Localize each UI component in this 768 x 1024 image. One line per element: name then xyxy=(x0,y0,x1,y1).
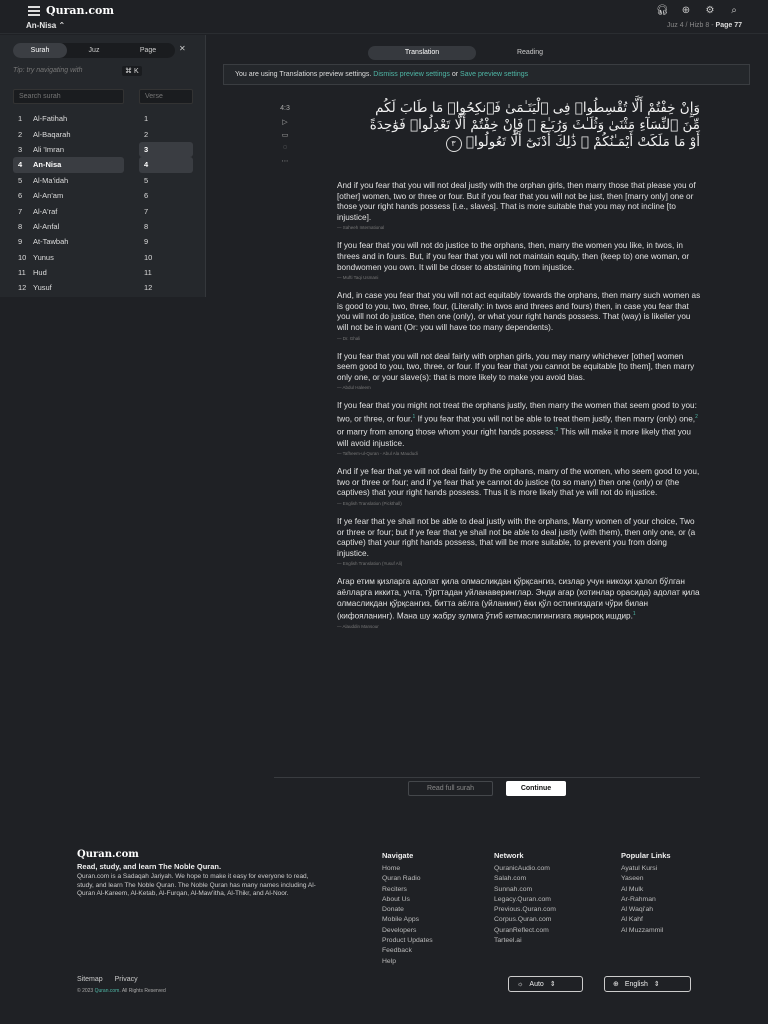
footer-bottom-links xyxy=(77,976,148,983)
sidebar-item-verse[interactable]: 7 xyxy=(144,206,149,216)
footer-link[interactable]: Ar-Rahman xyxy=(621,895,656,903)
footer-column-title: Popular Links xyxy=(621,851,671,860)
footer-link[interactable]: Quran Radio xyxy=(382,875,421,883)
sidebar-item-surah[interactable] xyxy=(13,111,124,126)
sidebar-item-verse[interactable]: 6 xyxy=(144,191,149,201)
tab-surah[interactable]: Surah xyxy=(13,43,67,58)
translation-text: If ye fear that ye shall not be able to deal justly with the orphans, Marry women of your choice, Two or three or four; but if ye fear that ye shall not be able to deal justly (with them), then only one, or (a captive) that your right hands possess, that will be more suitable, to prevent you from doing injustice. xyxy=(337,516,696,558)
translation-text: And if you fear that you will not deal justly with the orphan girls, then marry those that please you of [other] women, two or three or four. But if you fear that you will not be just, then [marry only] one or those your right hands possess [i.e., slaves]. That is more suitable that you may not incline [to injustice]. xyxy=(337,181,696,222)
search-icon[interactable]: ⌕ xyxy=(731,5,737,16)
arabic-verse xyxy=(300,100,700,152)
juz-page-info xyxy=(667,22,742,29)
sidebar-item-verse[interactable]: 1 xyxy=(144,114,149,124)
reflect-icon[interactable]: ◌ xyxy=(282,144,288,151)
footer-link[interactable]: Al Kahf xyxy=(621,916,643,924)
translation-block xyxy=(337,352,701,391)
sidebar-item-verse[interactable]: 2 xyxy=(144,129,149,139)
surah-name: Yusuf xyxy=(33,283,52,293)
sidebar-tabs xyxy=(13,43,175,58)
footer-logo[interactable]: Quran.com xyxy=(77,849,139,860)
footer-link[interactable]: Previous.Quran.com xyxy=(494,906,556,914)
sidebar-item-verse[interactable]: 9 xyxy=(144,237,149,247)
footer-column-title: Network xyxy=(494,851,524,860)
footer-network xyxy=(494,851,556,946)
translation-block xyxy=(337,467,701,506)
juz-label: Juz 4 / Hizb 8 xyxy=(666,22,710,29)
footer-link[interactable]: Tarteel.ai xyxy=(494,937,522,945)
navigation-tip: Tip: try navigating with xyxy=(13,67,83,74)
search-verse-input[interactable] xyxy=(139,89,193,104)
gear-icon[interactable]: ⚙ xyxy=(705,5,715,16)
translation-text: If you fear that you will not do justice to the orphans, then, marry the women you like, in twos, in threes and in fours. But, if you fear that you will not maintain equity, then (keep to) one woman, or bondwomen you own. It will be closer to abstaining from injustice. xyxy=(337,241,690,272)
tab-translation[interactable]: Translation xyxy=(368,46,476,60)
page-label: Page 77 xyxy=(715,22,742,29)
translation-fragment: If you fear that you will not be able to treat them justly, then marry (only) one, xyxy=(415,414,696,424)
more-icon[interactable]: ⋯ xyxy=(281,158,289,165)
sidebar-item-surah[interactable] xyxy=(13,219,124,234)
translation-source: — English Translation (Yusuf Ali) xyxy=(337,561,403,567)
privacy-link[interactable]: Privacy xyxy=(114,976,138,983)
copyright-link[interactable]: Quran.com xyxy=(94,988,120,994)
language-value: English xyxy=(624,980,648,988)
dismiss-preview-link[interactable]: Dismiss preview settings xyxy=(373,71,450,78)
translation-block xyxy=(337,401,701,456)
footer-link[interactable]: Ayatul Kursi xyxy=(621,865,658,872)
sidebar-item-surah[interactable] xyxy=(13,280,124,295)
footer-link[interactable]: Legacy.Quran.com xyxy=(494,895,551,903)
footer-tagline: Read, study, and learn The Noble Quran. xyxy=(77,862,222,871)
surah-name: Ali 'Imran xyxy=(33,144,65,154)
translation-text: If you fear that you will not deal fairly with orphan girls, you may marry whichever [other] women seem good to you, two, three, or four. If you fear that you cannot be equitable [to them], then marry only one, or your slave(s): that is more likely to make you avoid bias. xyxy=(337,351,695,382)
chapter-name: An-Nisa xyxy=(26,21,57,30)
read-full-surah-button[interactable]: Read full surah xyxy=(408,781,493,796)
translation-fragment: or marry from among those whom your right hands possess. xyxy=(337,427,556,437)
surah-number: 5 xyxy=(18,175,23,185)
shortcut-hint: ⌘ K xyxy=(122,66,142,76)
verse-list xyxy=(139,111,193,296)
footnote-marker[interactable]: 2 xyxy=(695,413,698,420)
footer-link[interactable]: Developers xyxy=(382,926,417,934)
globe-icon: ⊕ xyxy=(613,981,619,988)
surah-name: Hud xyxy=(33,268,47,278)
sidebar-item-verse[interactable]: 12 xyxy=(144,283,153,293)
sidebar-item-surah[interactable] xyxy=(13,265,124,280)
sidebar-item-verse[interactable]: 8 xyxy=(144,221,149,231)
footer-link[interactable]: Mobile Apps xyxy=(382,916,420,924)
translation-text xyxy=(337,577,701,622)
chapter-selector[interactable] xyxy=(26,21,65,30)
surah-number: 12 xyxy=(18,283,27,293)
translation-block xyxy=(337,577,701,629)
surah-name: Al-Anfal xyxy=(33,221,60,231)
footer-popular xyxy=(621,851,671,936)
top-navbar xyxy=(0,0,768,34)
arabic-line: مِّنَ ٱلنِّسَآءِ مَثْنَىٰ وَثُلَـٰثَ وَرُبَـٰعَ ۖ فَإِنْ خِفْتُمْ أَلَّا تَعْدِلُوا۟ فَوَٰحِدَةً xyxy=(369,117,700,133)
chevron-up-icon: ⌃ xyxy=(58,21,66,30)
ayah-number-badge: ٣ xyxy=(446,136,462,152)
continue-button[interactable]: Continue xyxy=(506,781,566,796)
tab-juz[interactable]: Juz xyxy=(88,47,100,54)
banner-text: You are using Translations preview settings. xyxy=(235,71,372,78)
copyright: © 2023 Quran.com. All Rights Reserved xyxy=(77,988,166,994)
translation-source: — Saheeh International xyxy=(337,225,385,231)
tab-page[interactable]: Page xyxy=(139,47,157,54)
translation-fragment: Агар етим қизларга адолат қила олмасликдан қўрқсангиз, сизлар учун никоҳи ҳалол бўлган аёлларга иккита, учта, тўрттадан уйланаверинглар. Энди агар (хотинлар орасида) адолат қила олмасликдан қўрқсангиз, битта аёлга (уйланинг) ёки қўл остингиздаги чўри билан (кифояланинг). Мана шу жабру зулмга ўтиб кетмаслигингизга яқинроқ ишдир. xyxy=(337,577,700,621)
footer-link[interactable]: QuranReflect.com xyxy=(494,926,549,934)
theme-selector[interactable] xyxy=(508,976,583,992)
surah-number: 8 xyxy=(18,221,23,231)
translation-source: — Abdul Haleem xyxy=(337,385,371,391)
sidebar-item-surah[interactable] xyxy=(13,188,124,203)
sidebar-item-verse[interactable]: 3 xyxy=(139,142,193,157)
sidebar-item-surah[interactable] xyxy=(13,203,124,218)
logo[interactable]: Quran.com xyxy=(46,4,115,17)
sidebar-item-surah[interactable] xyxy=(13,234,124,249)
footer-link[interactable]: Feedback xyxy=(382,947,412,955)
save-preview-link[interactable]: Save preview settings xyxy=(460,71,529,78)
surah-name: Al-An'am xyxy=(33,191,64,201)
surah-name: Al-Baqarah xyxy=(33,129,71,139)
footer-link[interactable]: Product Updates xyxy=(382,937,433,945)
translation-block xyxy=(337,517,701,566)
reading-mode-tabs xyxy=(368,46,584,60)
translation-text: And, in case you fear that you will not act equitably towards the orphans, then marry such women as is good to you, two, three, four, (Literally: in twos and threes and fours) then, in case you fear that you will not do justice, then one (only), or what your right hands possess. That (way) is likelier you will not be in want (Or: you will have too many dependents). xyxy=(337,291,701,332)
divider xyxy=(274,777,700,778)
surah-name: An-Nisa xyxy=(33,160,62,170)
translation-block xyxy=(337,181,701,230)
tab-reading[interactable]: Reading xyxy=(516,49,544,56)
surah-name: Al-Fatihah xyxy=(33,114,68,124)
footer-link[interactable]: Corpus.Quran.com xyxy=(494,916,552,924)
translation-source: — Tafheem-ul-Quran - Abul Ala Maududi xyxy=(337,451,418,457)
footer-link[interactable]: Reciters xyxy=(382,885,407,893)
arabic-line: أَوْ مَا مَلَكَتْ أَيْمَـٰنُكُمْ ۚ ذَٰلِكَ أَدْنَىٰٓ أَلَّا تَعُولُوا۟ ٣ xyxy=(300,134,700,152)
preview-banner xyxy=(223,64,750,85)
sitemap-link[interactable]: Sitemap xyxy=(77,976,103,983)
surah-number: 11 xyxy=(18,268,26,278)
sidebar-item-surah[interactable] xyxy=(13,142,124,157)
footnote-marker[interactable]: 1 xyxy=(632,611,636,618)
headphones-icon[interactable]: 🎧︎ xyxy=(656,5,669,16)
surah-number: 7 xyxy=(18,206,23,216)
play-icon[interactable]: ▷ xyxy=(282,119,288,126)
footer-link[interactable]: Al Waqi'ah xyxy=(621,906,654,914)
translation-source: — Alauddin Mansour xyxy=(337,624,379,630)
surah-number: 2 xyxy=(18,129,23,139)
translations-list xyxy=(337,181,701,640)
language-selector[interactable] xyxy=(604,976,691,992)
footer-link[interactable]: QuranicAudio.com xyxy=(494,865,550,872)
surah-number: 6 xyxy=(18,191,23,201)
sidebar-item-verse[interactable]: 10 xyxy=(144,252,153,262)
theme-value: Auto xyxy=(529,980,544,988)
translation-source: — Dr. Ghali xyxy=(337,335,361,341)
surah-name: Al-A'raf xyxy=(33,206,58,216)
tafsir-icon[interactable]: ▭ xyxy=(281,132,289,139)
translation-block xyxy=(337,241,701,280)
navigation-sidebar xyxy=(0,35,206,297)
chevron-updown-icon: ⇕ xyxy=(653,981,660,988)
footer xyxy=(0,838,768,1024)
footer-link[interactable]: Al Muzzammil xyxy=(621,926,664,934)
translation-source: — Mufti Taqi Usmani xyxy=(337,275,379,281)
footer-link[interactable]: Salah.com xyxy=(494,875,527,883)
search-surah-input[interactable] xyxy=(13,89,124,104)
sidebar-item-verse[interactable]: 5 xyxy=(144,175,149,185)
sidebar-item-surah[interactable] xyxy=(13,126,124,141)
footer-link[interactable]: Sunnah.com xyxy=(494,885,533,893)
surah-name: Yunus xyxy=(33,252,54,262)
surah-number: 4 xyxy=(18,160,23,170)
footnote-marker[interactable]: 1 xyxy=(412,413,416,420)
sidebar-item-surah[interactable] xyxy=(13,250,124,265)
arabic-line: وَإِنْ خِفْتُمْ أَلَّا تُقْسِطُوا۟ فِى ٱلْيَتَـٰمَىٰ فَٱنكِحُوا۟ مَا طَابَ لَكُم xyxy=(375,100,700,116)
banner-or: or xyxy=(449,71,461,78)
surah-number: 3 xyxy=(18,144,23,154)
surah-name: Al-Ma'idah xyxy=(33,175,69,185)
close-icon[interactable]: ✕ xyxy=(179,44,186,53)
sun-icon: ☼ xyxy=(517,980,524,988)
sidebar-item-verse[interactable]: 11 xyxy=(144,268,152,278)
surah-number: 9 xyxy=(18,237,23,247)
separator: - xyxy=(709,22,716,29)
footer-link[interactable]: Help xyxy=(382,957,396,965)
footer-link[interactable]: Yaseen xyxy=(621,875,644,883)
sidebar-item-surah[interactable] xyxy=(13,157,124,172)
footer-navigate xyxy=(382,851,433,967)
surah-name: At-Tawbah xyxy=(33,237,69,247)
surah-list xyxy=(13,111,124,296)
footer-column-title: Navigate xyxy=(382,851,414,860)
translation-text xyxy=(337,401,701,449)
globe-icon[interactable]: ⊕ xyxy=(681,5,691,16)
verse-actions xyxy=(277,105,293,170)
sidebar-item-surah[interactable] xyxy=(13,173,124,188)
surah-number: 1 xyxy=(18,114,23,124)
chevron-updown-icon: ⇕ xyxy=(549,981,556,988)
footer-description: Quran.com is a Sadaqah Jariyah. We hope to make it easy for everyone to read, study, and learn The Noble Quran. The Noble Quran has many names including Al-Quran Al-Kareem, Al-Ketab, Al-Furqan, Al-Maw'itha, Al-Thikr, and Al-Noor. xyxy=(77,873,316,897)
translation-fragment: This will make it more likely that you will avoid injustice. xyxy=(337,427,691,448)
verse-key[interactable]: 4:3 xyxy=(280,105,290,112)
footer-link[interactable]: Donate xyxy=(382,906,404,914)
footer-link[interactable]: Home xyxy=(382,865,401,872)
menu-icon[interactable] xyxy=(28,6,40,16)
sidebar-item-verse[interactable]: 4 xyxy=(139,157,193,172)
footnote-marker[interactable]: 3 xyxy=(555,427,559,434)
translation-block xyxy=(337,291,701,340)
top-icons xyxy=(656,5,740,16)
translation-text: And if ye fear that ye will not deal fairly by the orphans, marry of the women, who seem good to you, two or three or four; and if ye fear that ye cannot do justice (to so many) then one (only) or (the captives) that your right hands possess. Thus it is more likely that ye will not do injustice. xyxy=(337,467,700,498)
footer-link[interactable]: Al Mulk xyxy=(621,885,644,893)
surah-number: 10 xyxy=(18,252,27,262)
translation-fragment: If you fear that you might not treat the orphans justly, then marry the women that seem good to you: two, or three, or four. xyxy=(337,401,697,424)
translation-source: — English Translation (Pickthall) xyxy=(337,500,402,506)
footer-link[interactable]: About Us xyxy=(382,895,410,903)
